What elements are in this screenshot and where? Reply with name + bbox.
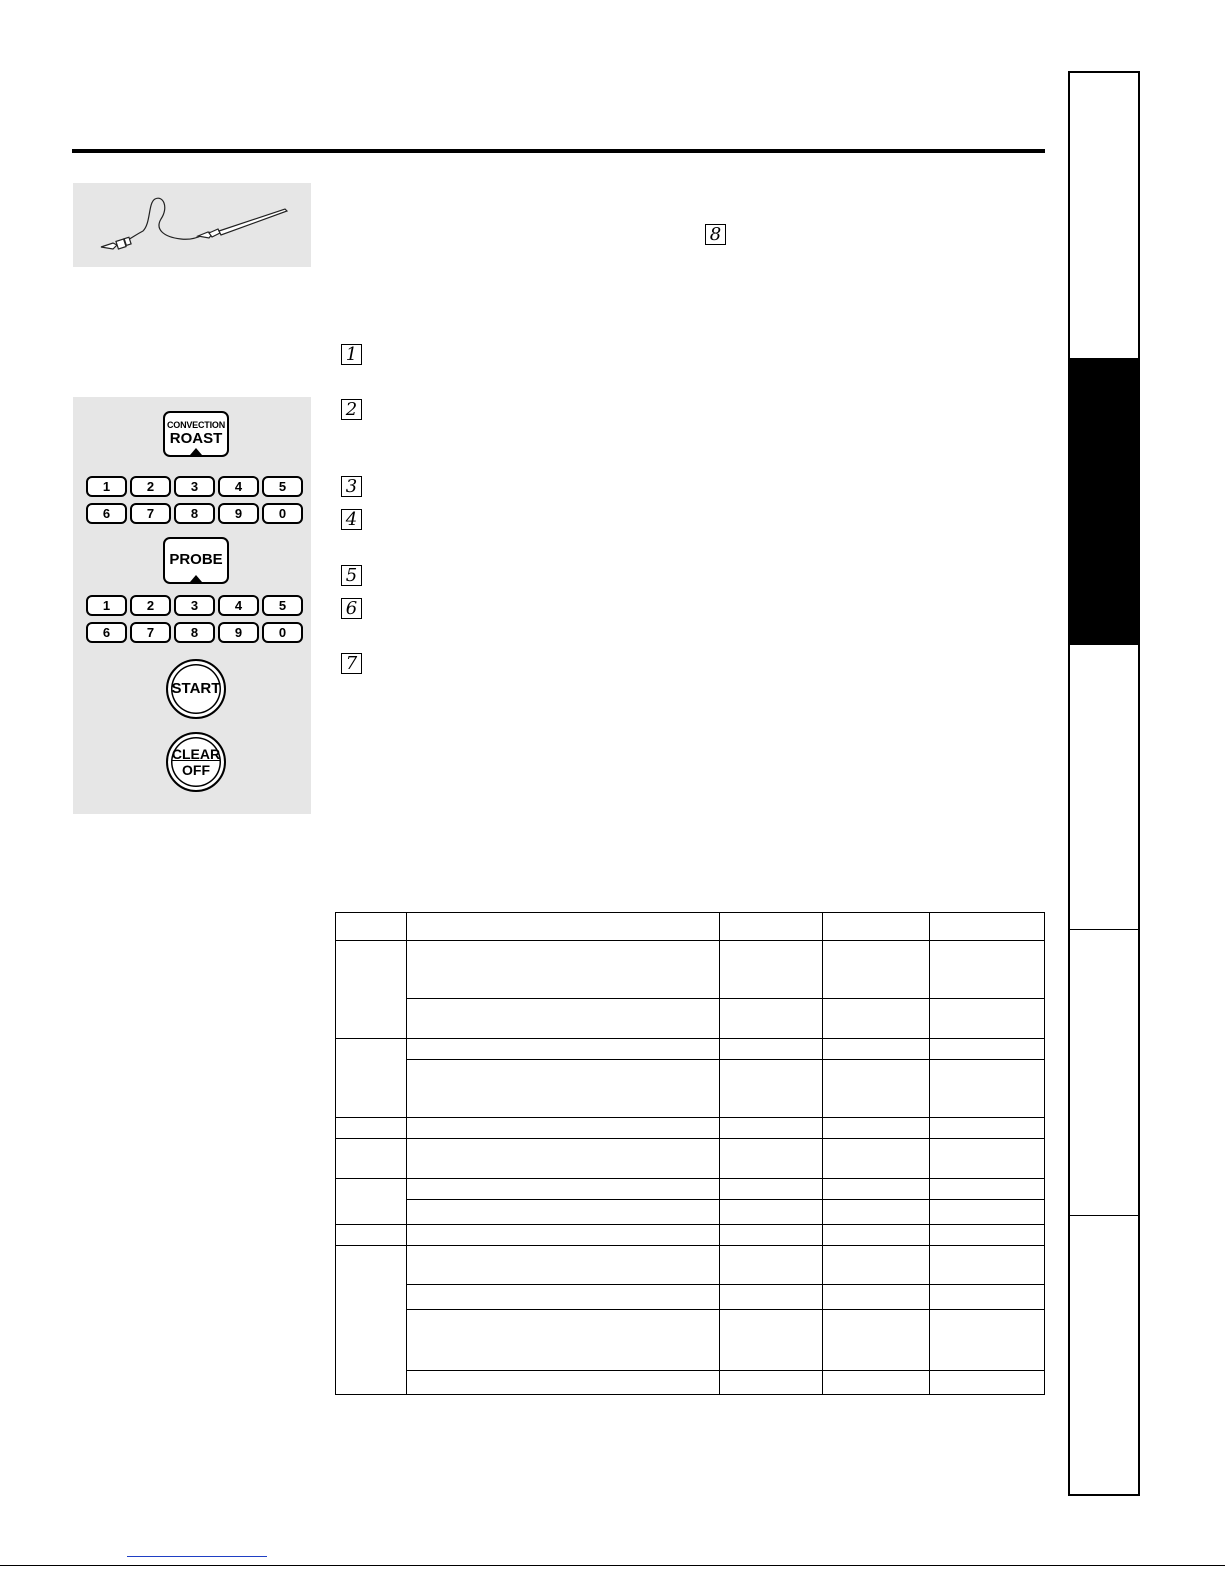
table-row (336, 1118, 1045, 1139)
table-header-row (336, 913, 1045, 941)
step-2-box: 2 (341, 399, 362, 420)
clear-off-key[interactable] (166, 732, 226, 792)
off-label: OFF (182, 762, 210, 778)
clear-label: CLEAR (171, 746, 221, 762)
roast-label: ROAST (169, 430, 223, 447)
section-tab-3[interactable] (1070, 645, 1138, 930)
triangle-indicator-icon (190, 448, 202, 455)
digit-key-1[interactable]: 1 (86, 595, 127, 616)
section-tab-4[interactable] (1070, 930, 1138, 1216)
digit-key-7[interactable]: 7 (130, 503, 171, 524)
probe-label: PROBE (169, 551, 223, 568)
digit-key-2[interactable]: 2 (130, 476, 171, 497)
section-tab-1[interactable] (1070, 73, 1138, 359)
section-tab-2-active[interactable] (1070, 359, 1138, 645)
section-tabs (1068, 71, 1140, 1496)
digit-key-8[interactable]: 8 (174, 503, 215, 524)
footer-rule (0, 1565, 1225, 1566)
table-row (336, 1200, 1045, 1225)
digit-key-0[interactable]: 0 (262, 503, 303, 524)
digit-key-2[interactable]: 2 (130, 595, 171, 616)
header-rule (72, 149, 1045, 153)
digit-key-3[interactable]: 3 (174, 476, 215, 497)
table-row (336, 999, 1045, 1039)
footer-link-underline[interactable] (127, 1556, 267, 1557)
table-row (336, 1225, 1045, 1246)
keypad-panel (73, 397, 311, 814)
number-pad-2 (86, 595, 306, 645)
step-7-box: 7 (341, 653, 362, 674)
convection-label: CONVECTION (166, 420, 225, 430)
digit-key-4[interactable]: 4 (218, 595, 259, 616)
digit-key-1[interactable]: 1 (86, 476, 127, 497)
digit-key-6[interactable]: 6 (86, 622, 127, 643)
table-row (336, 1246, 1045, 1285)
table-row (336, 1060, 1045, 1118)
temperature-probe-icon (73, 183, 311, 267)
digit-key-5[interactable]: 5 (262, 595, 303, 616)
table-row (336, 1139, 1045, 1179)
table-row (336, 1285, 1045, 1310)
start-label: START (171, 680, 221, 697)
step-1-box: 1 (341, 344, 362, 365)
step-5-box: 5 (341, 565, 362, 586)
digit-key-3[interactable]: 3 (174, 595, 215, 616)
probe-illustration (73, 183, 311, 267)
table-row (336, 1039, 1045, 1060)
step-6-box: 6 (341, 598, 362, 619)
digit-key-7[interactable]: 7 (130, 622, 171, 643)
table-row (336, 1371, 1045, 1395)
digit-key-0[interactable]: 0 (262, 622, 303, 643)
digit-key-6[interactable]: 6 (86, 503, 127, 524)
digit-key-9[interactable]: 9 (218, 622, 259, 643)
probe-key[interactable] (163, 537, 229, 584)
digit-key-8[interactable]: 8 (174, 622, 215, 643)
step-8-box: 8 (705, 224, 726, 245)
digit-key-4[interactable]: 4 (218, 476, 259, 497)
digit-key-5[interactable]: 5 (262, 476, 303, 497)
triangle-indicator-icon (190, 575, 202, 582)
cooking-guide-table (335, 912, 1045, 1395)
number-pad-1 (86, 476, 306, 526)
convection-roast-key[interactable] (163, 411, 229, 457)
table-row (336, 1179, 1045, 1200)
digit-key-9[interactable]: 9 (218, 503, 259, 524)
section-tab-5[interactable] (1070, 1216, 1138, 1494)
table-row (336, 941, 1045, 999)
start-key[interactable] (166, 659, 226, 719)
step-3-box: 3 (341, 476, 362, 497)
table-row (336, 1310, 1045, 1371)
step-4-box: 4 (341, 509, 362, 530)
